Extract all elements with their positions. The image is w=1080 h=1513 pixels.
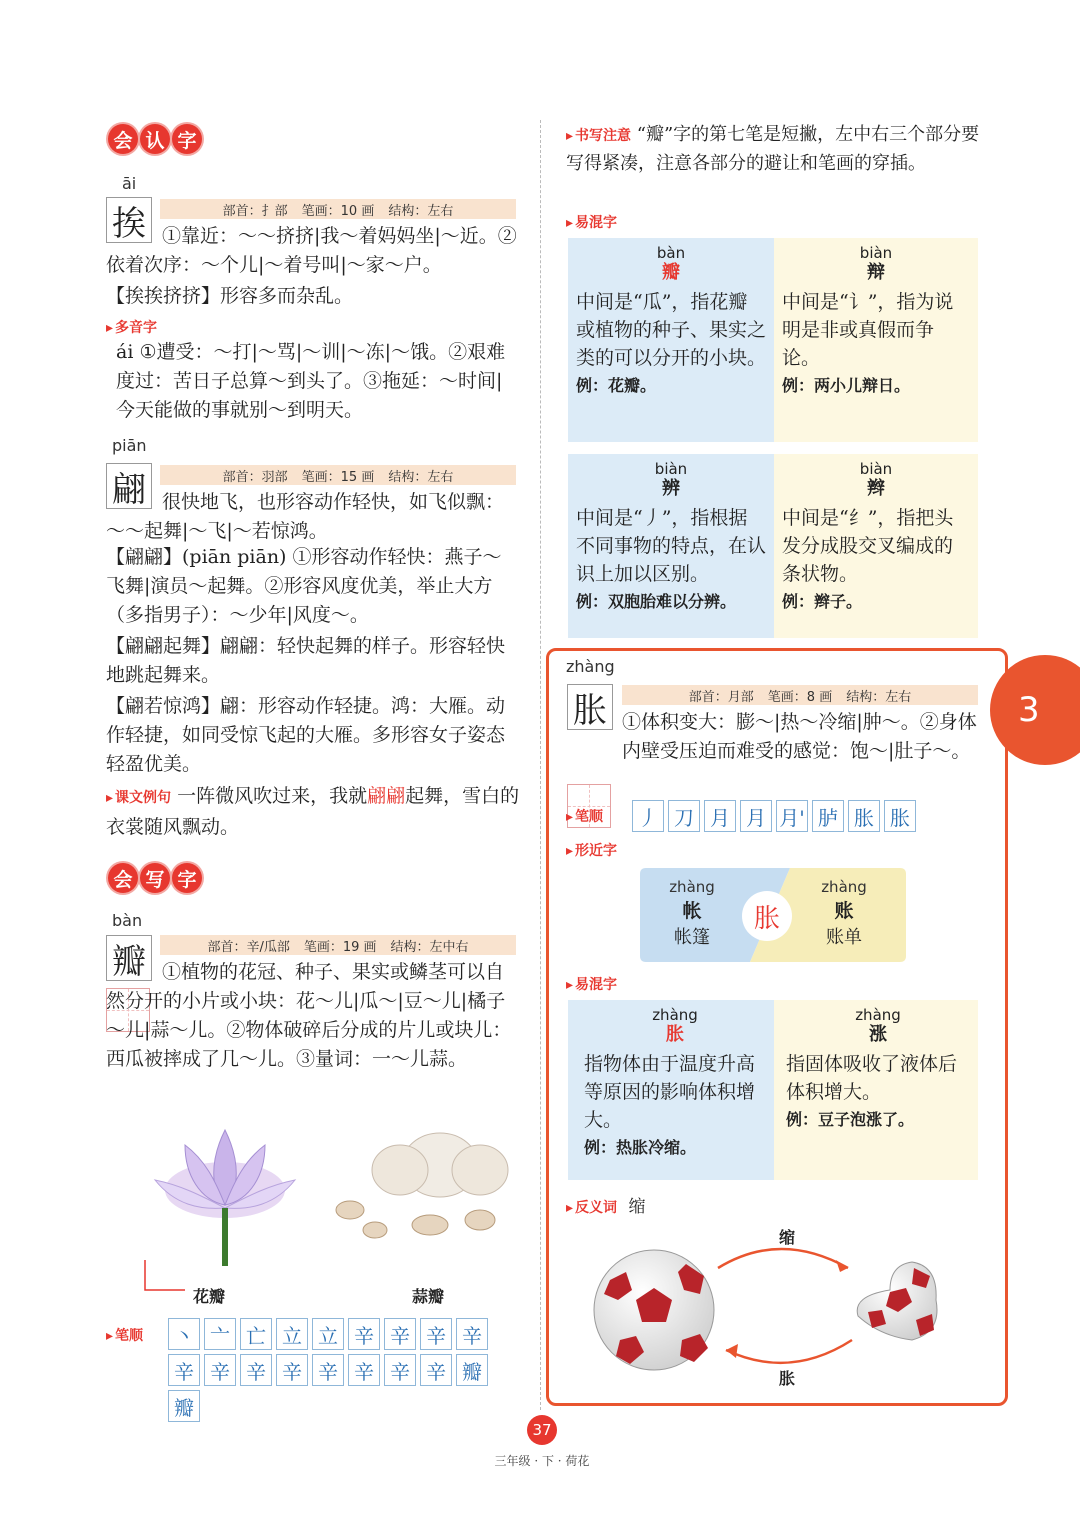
card-text: 中间是“讠”，指为说明是非或真假而争论。 bbox=[782, 291, 954, 369]
text-example bbox=[106, 782, 520, 842]
confusable-card bbox=[568, 238, 774, 442]
tag-example: ▸ 课文例句 bbox=[106, 790, 171, 806]
stroke-step: 辛 bbox=[348, 1354, 380, 1386]
card-char: 辨 bbox=[662, 478, 680, 499]
card-text: 中间是“丿”，指根据不同事物的特点，在认识上加以区别。 bbox=[576, 507, 767, 585]
title-char: 会 bbox=[108, 124, 138, 154]
note-text: “瓣”字的第七笔是短撇，左中右三个部分要写得紧凑，注意各部分的避让和笔画的穿插。 bbox=[566, 124, 980, 174]
word-entry: 【翩若惊鸿】翩：形容动作轻捷。鸿：大雁。动作轻捷，如同受惊飞起的大雁。多形容女子姿态轻盈优美。 bbox=[106, 695, 506, 775]
structure: 结构：左中右 bbox=[390, 939, 469, 955]
stroke-step: 刀 bbox=[668, 800, 700, 832]
garlic-image bbox=[330, 1115, 520, 1245]
pinyin: piān bbox=[112, 436, 147, 455]
card-pinyin: zhàng bbox=[652, 1006, 698, 1024]
similar-pinyin: zhàng bbox=[821, 878, 867, 896]
tag-similar: ▸ 形近字 bbox=[566, 840, 617, 860]
card-example: 例：花瓣。 bbox=[576, 376, 657, 395]
stroke-step: 月 bbox=[704, 800, 736, 832]
structure: 结构：左右 bbox=[388, 469, 454, 485]
confusable-card bbox=[568, 454, 774, 638]
card-pinyin: biàn bbox=[654, 460, 688, 478]
stroke-step: 辛 bbox=[168, 1354, 200, 1386]
stroke-step: 立 bbox=[276, 1318, 308, 1350]
title-char: 写 bbox=[140, 863, 170, 893]
similar-word: 账单 bbox=[826, 927, 862, 948]
card-example: 例：热胀冷缩。 bbox=[584, 1138, 697, 1157]
section-title-recognize bbox=[108, 124, 202, 154]
char-box: 翩 bbox=[106, 463, 152, 509]
structure: 结构：左右 bbox=[846, 689, 912, 705]
definition: ①体积变大：膨～|热～冷缩|肿～。②身体内壁受压迫而难受的感觉：饱～|肚子～。 bbox=[622, 711, 977, 762]
definition: 很快地飞，也形容动作轻快，如飞似飘：～～起舞|～飞|～若惊鸿。 bbox=[106, 491, 505, 542]
pinyin: zhàng bbox=[566, 657, 615, 676]
card-char: 辫 bbox=[867, 478, 885, 499]
idiom: 【挨挨挤挤】形容多而杂乱。 bbox=[106, 285, 354, 307]
tag-antonym: ▸ 反义词 bbox=[566, 1200, 617, 1216]
card-pinyin: biàn bbox=[859, 244, 893, 262]
card-char: 辩 bbox=[867, 262, 885, 283]
image-caption: 花瓣 bbox=[193, 1287, 226, 1306]
stroke-step: 亠 bbox=[204, 1318, 236, 1350]
arrow-label-top: 缩 bbox=[779, 1228, 796, 1247]
stroke-step: 瓣 bbox=[168, 1390, 200, 1422]
char-box: 胀 bbox=[567, 684, 613, 730]
stroke-step: 胪 bbox=[812, 800, 844, 832]
stroke-order-grid bbox=[632, 800, 916, 832]
number-badge: 3 bbox=[990, 655, 1080, 765]
title-char: 会 bbox=[108, 863, 138, 893]
info-bar bbox=[160, 935, 516, 955]
lotus-image bbox=[140, 1110, 310, 1270]
card-text: 中间是“纟”，指把头发分成股交叉编成的条状物。 bbox=[782, 507, 954, 585]
footer-text: 三年级 · 下 · 荷花 bbox=[494, 1454, 590, 1468]
confusable-card bbox=[774, 454, 978, 638]
tag-writing-note: ▸ 书写注意 bbox=[566, 128, 631, 144]
card-example: 例：两小儿辩日。 bbox=[782, 376, 911, 395]
stroke-step: 辛 bbox=[312, 1354, 344, 1386]
writing-note bbox=[566, 121, 982, 178]
image-caption: 蒜瓣 bbox=[412, 1287, 445, 1306]
info-bar bbox=[160, 199, 516, 219]
stroke-step: 丶 bbox=[168, 1318, 200, 1350]
stroke-step: 辛 bbox=[276, 1354, 308, 1386]
tag-confusable: ▸ 易混字 bbox=[566, 974, 617, 994]
example-text: 一阵微风吹过来，我就 bbox=[177, 785, 368, 807]
confusable-card bbox=[568, 1000, 774, 1180]
stroke-step: 辛 bbox=[420, 1354, 452, 1386]
ball-illustration bbox=[590, 1240, 950, 1380]
stroke-step: 胀 bbox=[884, 800, 916, 832]
page-number: 37 bbox=[527, 1415, 557, 1445]
card-text: 指物体由于温度升高等原因的影响体积增大。 bbox=[584, 1053, 756, 1131]
stroke-step: 辛 bbox=[204, 1354, 236, 1386]
word-entry: 【翩翩起舞】翩翩：轻快起舞的样子。形容轻快地跳起舞来。 bbox=[106, 635, 506, 686]
stroke-step: 月' bbox=[776, 800, 808, 832]
definition: ①靠近：～～挤挤|我～着妈妈坐|～近。②依着次序：～个儿|～着号叫|～家～户。 bbox=[106, 225, 517, 276]
info-bar bbox=[622, 685, 978, 705]
similar-chars-panel bbox=[640, 868, 906, 962]
stroke-order-grid bbox=[168, 1318, 518, 1422]
stroke-count: 笔画：10 画 bbox=[301, 203, 375, 219]
tag-polyphone: ▸ 多音字 bbox=[106, 317, 157, 337]
card-example: 例：辫子。 bbox=[782, 592, 863, 611]
pinyin: bàn bbox=[112, 911, 143, 930]
stroke-step: 辛 bbox=[456, 1318, 488, 1350]
confusable-grid bbox=[568, 238, 978, 638]
similar-character: 账 bbox=[834, 900, 854, 922]
antonym bbox=[566, 1192, 645, 1217]
title-char: 字 bbox=[172, 124, 202, 154]
structure: 结构：左右 bbox=[388, 203, 454, 219]
stroke-step: 辛 bbox=[384, 1318, 416, 1350]
example-highlight: 翩翩 bbox=[367, 785, 406, 807]
card-char: 胀 bbox=[666, 1024, 684, 1045]
example-text: 起舞，雪白的衣裳随风飘动。 bbox=[106, 785, 520, 838]
antonym-char: 缩 bbox=[628, 1197, 646, 1217]
similar-word: 帐篷 bbox=[674, 927, 710, 948]
tag-stroke-order: ▸ 笔顺 bbox=[566, 806, 603, 826]
stroke-step: 丿 bbox=[632, 800, 664, 832]
card-text: 中间是“瓜”，指花瓣或植物的种子、果实之类的可以分开的小块。 bbox=[576, 291, 767, 369]
card-text: 指固体吸收了液体后体积增大。 bbox=[786, 1053, 958, 1103]
stroke-count: 笔画：8 画 bbox=[767, 689, 833, 705]
title-char: 认 bbox=[140, 124, 170, 154]
stroke-step: 月 bbox=[740, 800, 772, 832]
card-example: 例：豆子泡涨了。 bbox=[786, 1110, 915, 1129]
stroke-step: 辛 bbox=[384, 1354, 416, 1386]
confusable-card bbox=[774, 1000, 978, 1180]
polyphone-def: ái ①遭受：～打|～骂|～训|～冻|～饿。②艰难度过：苦日子总算～到头了。③拖延：～时间|今天能做的事就别～到明天。 bbox=[116, 341, 506, 421]
char-box: 瓣 bbox=[106, 935, 152, 981]
similar-char bbox=[662, 878, 722, 949]
card-char: 涨 bbox=[869, 1024, 887, 1045]
info-bar bbox=[160, 465, 516, 485]
tag-stroke-order: ▸ 笔顺 bbox=[106, 1325, 143, 1345]
stroke-count: 笔画：19 画 bbox=[303, 939, 377, 955]
definition: ①植物的花冠、种子、果实或鳞茎可以自然分开的小片或小块：花～儿|瓜～|豆～儿|橘子～儿|蒜～儿。②物体破碎后分成的片儿或块儿：西瓜被摔成了几～儿。③量词：一～儿蒜。 bbox=[106, 961, 512, 1070]
column-divider bbox=[540, 120, 541, 1410]
confusable-grid bbox=[568, 1000, 978, 1180]
char-box: 挨 bbox=[106, 197, 152, 243]
similar-char bbox=[814, 878, 874, 949]
similar-pinyin: zhàng bbox=[669, 878, 715, 896]
pinyin: āi bbox=[122, 174, 137, 193]
card-example: 例：双胞胎难以分辨。 bbox=[576, 592, 737, 611]
radical: 部首：羽部 bbox=[222, 469, 288, 485]
title-char: 字 bbox=[172, 863, 202, 893]
section-title-write bbox=[108, 863, 202, 893]
stroke-step: 辛 bbox=[420, 1318, 452, 1350]
card-pinyin: biàn bbox=[859, 460, 893, 478]
card-char: 瓣 bbox=[662, 262, 680, 283]
stroke-step: 立 bbox=[312, 1318, 344, 1350]
card-pinyin: bàn bbox=[656, 244, 686, 262]
confusable-card bbox=[774, 238, 978, 442]
similar-character: 帐 bbox=[682, 900, 702, 922]
radical: 部首：扌部 bbox=[222, 203, 288, 219]
arrow-label-bottom: 胀 bbox=[779, 1369, 796, 1388]
stroke-step: 胀 bbox=[848, 800, 880, 832]
stroke-step: 辛 bbox=[240, 1354, 272, 1386]
stroke-step: 亡 bbox=[240, 1318, 272, 1350]
radical: 部首：辛/瓜部 bbox=[207, 939, 290, 955]
stroke-step: 辛 bbox=[348, 1318, 380, 1350]
similar-center-char: 胀 bbox=[742, 891, 792, 941]
stroke-step: 瓣 bbox=[456, 1354, 488, 1386]
radical: 部首：月部 bbox=[688, 689, 754, 705]
stroke-count: 笔画：15 画 bbox=[301, 469, 375, 485]
card-pinyin: zhàng bbox=[855, 1006, 901, 1024]
tag-confusable: ▸ 易混字 bbox=[566, 212, 617, 232]
word-entry: 【翩翩】(piān piān) ①形容动作轻快：燕子～飞舞|演员～起舞。②形容风度优美，举止大方（多指男子）：～少年|风度～。 bbox=[106, 546, 502, 626]
